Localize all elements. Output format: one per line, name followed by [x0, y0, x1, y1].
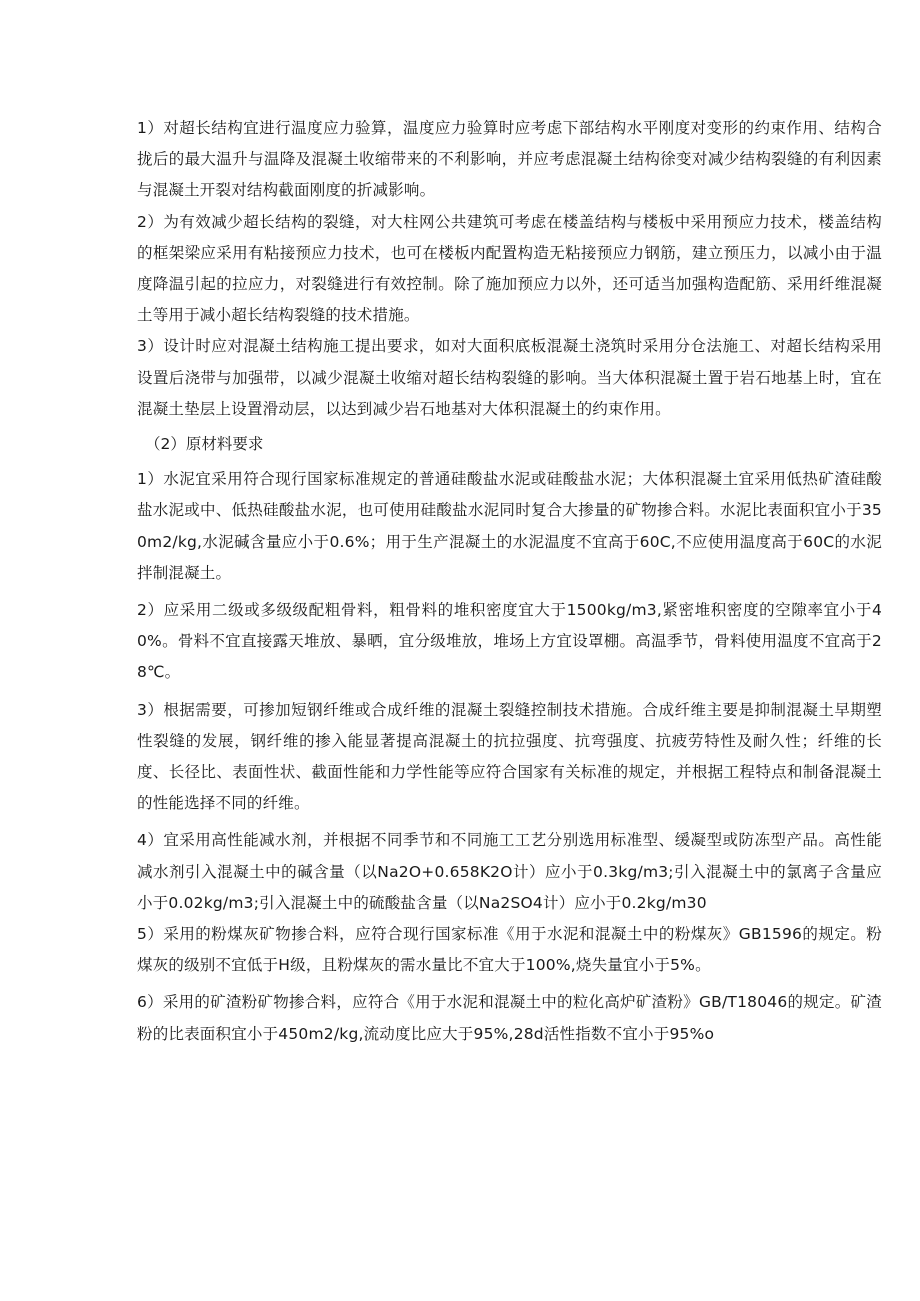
paragraph-cement: 1）水泥宜采用符合现行国家标准规定的普通硅酸盐水泥或硅酸盐水泥；大体积混凝土宜采用低热矿渣硅酸盐水泥或中、低热硅酸盐水泥，也可使用硅酸盐水泥同时复合大掺量的矿物掺合料。水泥比表面积宜小于350m2∕kg,水泥碱含量应小于0.6%；用于生产混凝土的水泥温度不宜高于60C,不应使用温度高于60C的水泥拌制混凝土。	[137, 470, 882, 582]
paragraph-water-reducer: 4）宜采用高性能减水剂，并根据不同季节和不同施工工艺分别选用标准型、缓凝型或防冻型产品。高性能减水剂引入混凝土中的碱含量（以Na2O+0.658K2O计）应小于0.3kg∕m3;引入混凝土中的氯离子含量应小于0.02kg∕m3;引入混凝土中的硫酸盐含量（以Na2SO4计）应小于0.2kg∕m30	[137, 831, 882, 912]
paragraph-fly-ash: 5）采用的粉煤灰矿物掺合料，应符合现行国家标准《用于水泥和混凝土中的粉煤灰》GB1596的规定。粉煤灰的级别不宜低于H级，且粉煤灰的需水量比不宜大于100%,烧失量宜小于5%。	[137, 925, 882, 975]
paragraph-fiber: 3）根据需要，可掺加短钢纤维或合成纤维的混凝土裂缝控制技术措施。合成纤维主要是抑制混凝土早期塑性裂缝的发展，钢纤维的掺入能显著提高混凝土的抗拉强度、抗弯强度、抗疲劳特性及耐久性；纤维的长度、长径比、表面性状、截面性能和力学性能等应符合国家有关标准的规定，并根据工程特点和制备混凝土的性能选择不同的纤维。	[137, 700, 882, 813]
section-heading-raw-materials: （2）原材料要求	[145, 435, 264, 454]
paragraph-1-structure-temperature-stress: 1）对超长结构宜进行温度应力验算，温度应力验算时应考虑下部结构水平刚度对变形的约束作用、结构合拢后的最大温升与温降及混凝土收缩带来的不利影响，并应考虑混凝土结构徐变对减少结构裂缝的有利因素与混凝土开裂对结构截面刚度的折减影响。	[137, 119, 882, 200]
document-body	[137, 113, 882, 1050]
paragraph-slag-powder: 6）采用的矿渣粉矿物掺合料，应符合《用于水泥和混凝土中的粒化高炉矿渣粉》GB/T18046的规定。矿渣粉的比表面积宜小于450m2∕kg,流动度比应大于95%,28d活性指数不宜小于95%o	[137, 993, 882, 1043]
paragraph-aggregate: 2）应采用二级或多级级配粗骨料，粗骨料的堆积密度宜大于1500kg∕m3,紧密堆积密度的空隙率宜小于40%。骨料不宜直接露天堆放、暴晒，宜分级堆放，堆场上方宜设罩棚。高温季节，骨料使用温度不宜高于28℃。	[137, 601, 882, 682]
paragraph-3-construction-requirements: 3）设计时应对混凝土结构施工提出要求，如对大面积底板混凝土浇筑时采用分仓法施工、对超长结构采用设置后浇带与加强带，以减少混凝土收缩对超长结构裂缝的影响。当大体积混凝土置于岩石地基上时，宜在混凝土垫层上设置滑动层，以达到减少岩石地基对大体积混凝土的约束作用。	[137, 337, 882, 418]
paragraph-2-prestress-technique: 2）为有效减少超长结构的裂缝，对大柱网公共建筑可考虑在楼盖结构与楼板中采用预应力技术，楼盖结构的框架梁应采用有粘接预应力技术，也可在楼板内配置构造无粘接预应力钢筋，建立预压力，以减小由于温度降温引起的拉应力，对裂缝进行有效控制。除了施加预应力以外，还可适当加强构造配筋、采用纤维混凝土等用于减小超长结构裂缝的技术措施。	[137, 212, 882, 325]
